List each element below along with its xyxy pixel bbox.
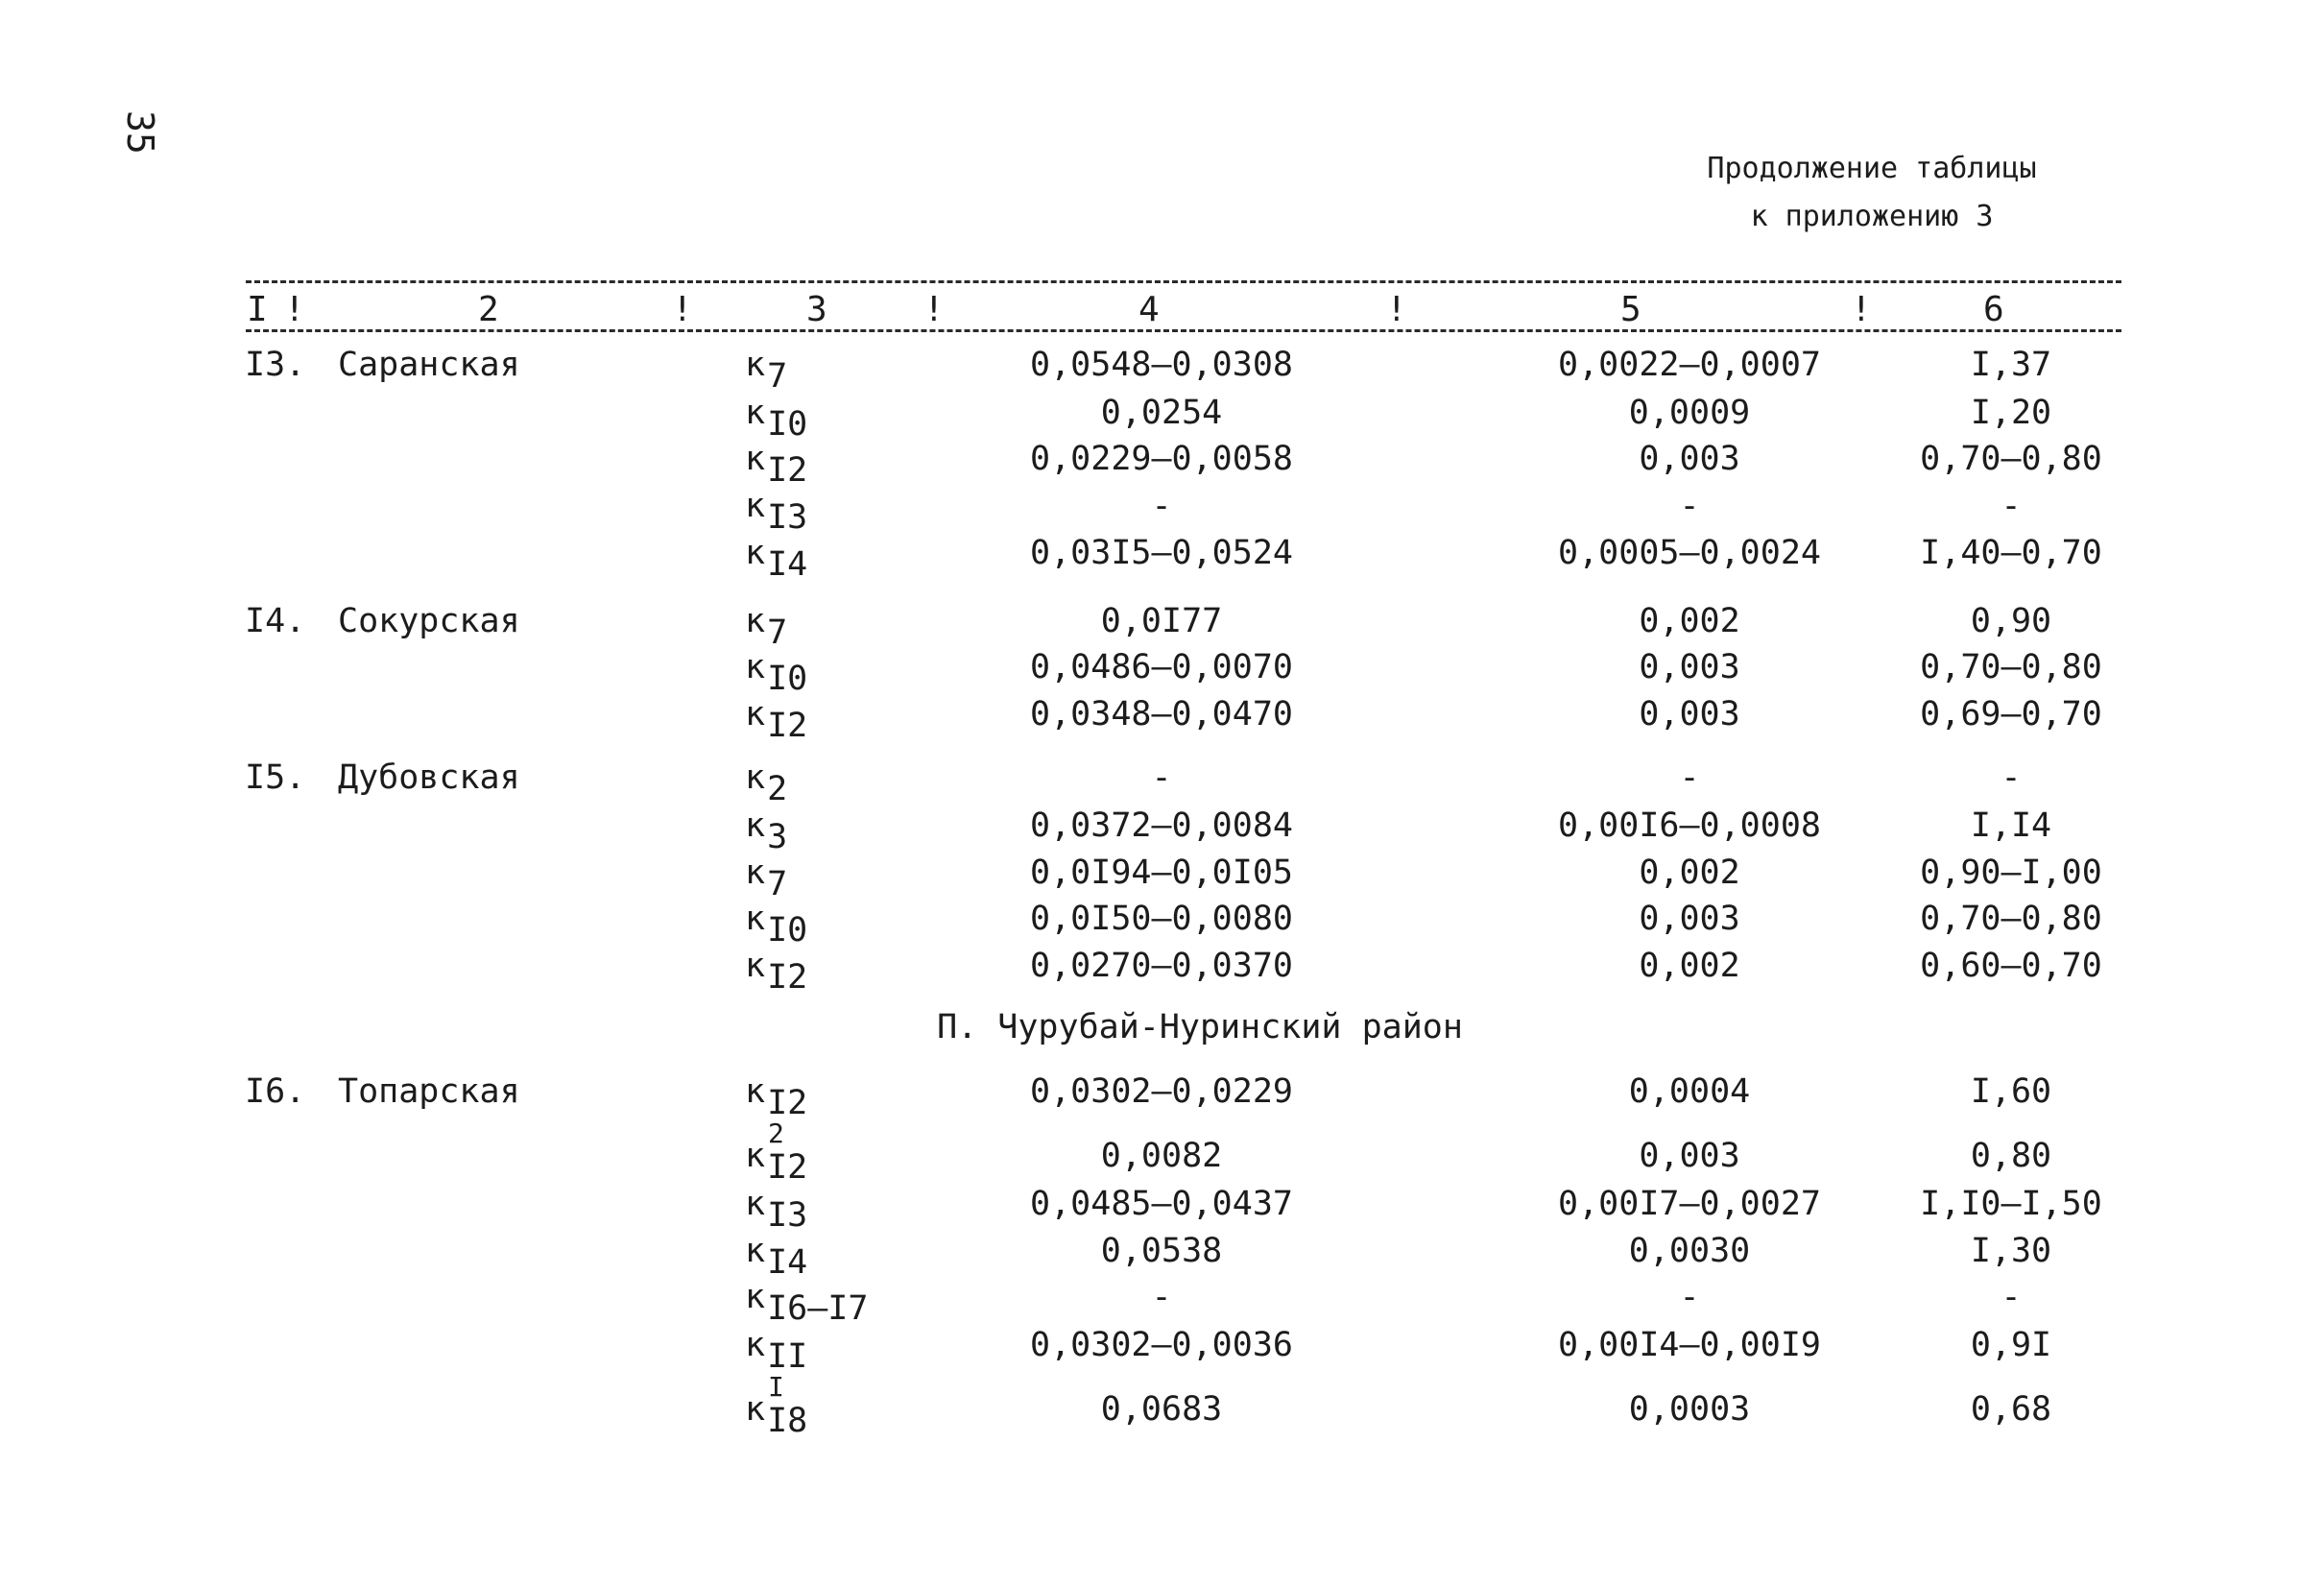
header-sep: ! (284, 290, 305, 329)
coefficient-subscript: I0 (767, 660, 808, 698)
value-col4: 0,0I77 (1100, 602, 1223, 640)
coefficient-symbol: к (745, 1326, 766, 1364)
value-col6: I,I4 (1970, 806, 2052, 845)
group-number: I6. (245, 1072, 306, 1111)
value-col4: 0,0485–0,0437 (1030, 1185, 1293, 1223)
coefficient-cell (745, 602, 788, 652)
coefficient-cell (745, 440, 808, 490)
value-col5: 0,0009 (1628, 394, 1751, 432)
coefficient-symbol: к (745, 758, 766, 797)
coefficient-subscript: I0 (767, 911, 808, 950)
value-col5: 0,0003 (1628, 1390, 1751, 1429)
value-col6: 0,70–0,80 (1920, 648, 2102, 686)
value-col5: 0,0022–0,0007 (1558, 346, 1821, 384)
value-col4: 0,0683 (1100, 1390, 1223, 1429)
coefficient-cell (745, 1118, 808, 1187)
value-col5: 0,0030 (1628, 1232, 1751, 1270)
value-col4: - (1151, 487, 1172, 525)
header-col4: 4 (1138, 290, 1160, 329)
coefficient-subscript: I3 (767, 1196, 808, 1235)
value-col6: I,40–0,70 (1920, 534, 2102, 572)
value-col4: 0,0486–0,0070 (1030, 648, 1293, 686)
value-col5: - (1679, 758, 1700, 797)
coefficient-subscript: I4 (767, 1243, 808, 1282)
coefficient-subscript: II (767, 1337, 808, 1376)
value-col5: 0,00I4–0,00I9 (1558, 1326, 1821, 1364)
value-col6: - (2001, 1278, 2022, 1316)
value-col4: 0,0229–0,0058 (1030, 440, 1293, 478)
value-col4: 0,0302–0,0036 (1030, 1326, 1293, 1364)
coefficient-symbol: к (745, 602, 766, 640)
coefficient-subscript: 3 (767, 818, 788, 856)
value-col5: 0,003 (1639, 440, 1740, 478)
coefficient-symbol: к (745, 1232, 766, 1270)
value-col6: 0,70–0,80 (1920, 440, 2102, 478)
coefficient-subscript: I2 (767, 451, 808, 490)
coefficient-symbol: к (745, 487, 766, 525)
value-col4: - (1151, 1278, 1172, 1316)
value-col4: 0,0254 (1100, 394, 1223, 432)
coefficient-symbol: к (745, 900, 766, 938)
coefficient-cell (745, 1278, 869, 1328)
coefficient-subscript: I0 (767, 405, 808, 444)
coefficient-symbol: к (745, 947, 766, 985)
header-col2: 2 (478, 290, 499, 329)
header-col5: 5 (1620, 290, 1641, 329)
page-title-line2: к приложению 3 (1750, 200, 1994, 233)
group-number: I4. (245, 602, 306, 640)
coefficient-symbol: к (745, 1072, 766, 1111)
value-col5: 0,003 (1639, 1137, 1740, 1175)
coefficient-cell (745, 648, 808, 698)
value-col5: 0,0005–0,0024 (1558, 534, 1821, 572)
page-title-line1: Продолжение таблицы (1707, 152, 2037, 185)
value-col4: 0,0372–0,0084 (1030, 806, 1293, 845)
coefficient-symbol: к (745, 1278, 766, 1316)
coefficient-subscript: I6–I7 (767, 1289, 869, 1328)
value-col4: 0,0270–0,0370 (1030, 947, 1293, 985)
value-col6: 0,80 (1970, 1137, 2052, 1175)
coefficient-cell (745, 900, 808, 950)
coefficient-symbol: к (745, 806, 766, 845)
coefficient-superscript: I (768, 1371, 784, 1403)
value-col4: 0,0I50–0,0080 (1030, 900, 1293, 938)
section-title: П. Чурубай-Нуринский район (937, 1008, 1463, 1046)
deposit-name: Сокурская (338, 602, 520, 640)
coefficient-subscript: I4 (767, 545, 808, 584)
group-number: I3. (245, 346, 306, 384)
coefficient-cell (745, 534, 808, 584)
value-col4: 0,0302–0,0229 (1030, 1072, 1293, 1111)
value-col4: 0,0I94–0,0I05 (1030, 854, 1293, 892)
value-col5: 0,0004 (1628, 1072, 1751, 1111)
header-col1: I (247, 290, 268, 329)
value-col5: 0,002 (1639, 947, 1740, 985)
coefficient-subscript: 7 (767, 865, 788, 903)
group-number: I5. (245, 758, 306, 797)
coefficient-cell (745, 854, 788, 903)
coefficient-subscript: I2 (767, 707, 808, 745)
header-sep: ! (1386, 290, 1407, 329)
value-col4: 0,03I5–0,0524 (1030, 534, 1293, 572)
value-col5: 0,00I7–0,0027 (1558, 1185, 1821, 1223)
value-col6: 0,70–0,80 (1920, 900, 2102, 938)
deposit-name: Саранская (338, 346, 520, 384)
coefficient-symbol: к (745, 346, 766, 384)
deposit-name: Топарская (338, 1072, 520, 1111)
coefficient-symbol: к (745, 440, 766, 478)
coefficient-cell (745, 758, 788, 808)
value-col4: 0,0348–0,0470 (1030, 695, 1293, 733)
value-col6: - (2001, 487, 2022, 525)
header-sep: ! (672, 290, 693, 329)
coefficient-subscript: I3 (767, 498, 808, 537)
coefficient-subscript: 7 (767, 613, 788, 652)
value-col6: I,20 (1970, 394, 2052, 432)
coefficient-symbol: к (745, 394, 766, 432)
coefficient-cell (745, 1185, 808, 1235)
coefficient-cell (745, 806, 788, 856)
value-col6: I,60 (1970, 1072, 2052, 1111)
value-col5: 0,003 (1639, 695, 1740, 733)
value-col6: I,30 (1970, 1232, 2052, 1270)
coefficient-subscript: I2 (767, 1148, 808, 1187)
header-sep: ! (1851, 290, 1872, 329)
coefficient-cell (745, 1371, 808, 1440)
coefficient-cell (745, 487, 808, 537)
value-col4: 0,0538 (1100, 1232, 1223, 1270)
value-col6: 0,90 (1970, 602, 2052, 640)
table-top-rule (246, 280, 2121, 283)
header-col6: 6 (1983, 290, 2004, 329)
coefficient-symbol: к (745, 534, 766, 572)
value-col5: 0,003 (1639, 900, 1740, 938)
coefficient-symbol: к (745, 1137, 766, 1175)
deposit-name: Дубовская (338, 758, 520, 797)
value-col5: - (1679, 1278, 1700, 1316)
value-col6: I,I0–I,50 (1920, 1185, 2102, 1223)
coefficient-cell (745, 947, 808, 997)
page-number: 35 (119, 110, 161, 155)
value-col4: 0,0082 (1100, 1137, 1223, 1175)
value-col6: 0,68 (1970, 1390, 2052, 1429)
coefficient-superscript: 2 (768, 1118, 784, 1149)
coefficient-symbol: к (745, 854, 766, 892)
coefficient-cell (745, 1072, 808, 1122)
coefficient-symbol: к (745, 1185, 766, 1223)
coefficient-subscript: I2 (767, 1084, 808, 1122)
value-col6: 0,9I (1970, 1326, 2052, 1364)
coefficient-symbol: к (745, 695, 766, 733)
coefficient-cell (745, 695, 808, 745)
value-col6: - (2001, 758, 2022, 797)
value-col5: 0,003 (1639, 648, 1740, 686)
value-col6: 0,90–I,00 (1920, 854, 2102, 892)
coefficient-symbol: к (745, 1390, 766, 1429)
value-col4: 0,0548–0,0308 (1030, 346, 1293, 384)
coefficient-subscript: 7 (767, 357, 788, 396)
value-col5: 0,00I6–0,0008 (1558, 806, 1821, 845)
value-col5: 0,002 (1639, 854, 1740, 892)
coefficient-cell (745, 394, 808, 444)
value-col6: 0,69–0,70 (1920, 695, 2102, 733)
coefficient-cell (745, 1326, 808, 1376)
coefficient-subscript: I8 (767, 1402, 808, 1440)
coefficient-cell (745, 1232, 808, 1282)
coefficient-cell (745, 346, 788, 396)
coefficient-subscript: I2 (767, 958, 808, 997)
value-col5: - (1679, 487, 1700, 525)
header-sep: ! (923, 290, 945, 329)
value-col4: - (1151, 758, 1172, 797)
value-col6: I,37 (1970, 346, 2052, 384)
coefficient-subscript: 2 (767, 770, 788, 808)
header-col3: 3 (806, 290, 827, 329)
value-col6: 0,60–0,70 (1920, 947, 2102, 985)
value-col5: 0,002 (1639, 602, 1740, 640)
table-header-rule (246, 329, 2121, 332)
coefficient-symbol: к (745, 648, 766, 686)
